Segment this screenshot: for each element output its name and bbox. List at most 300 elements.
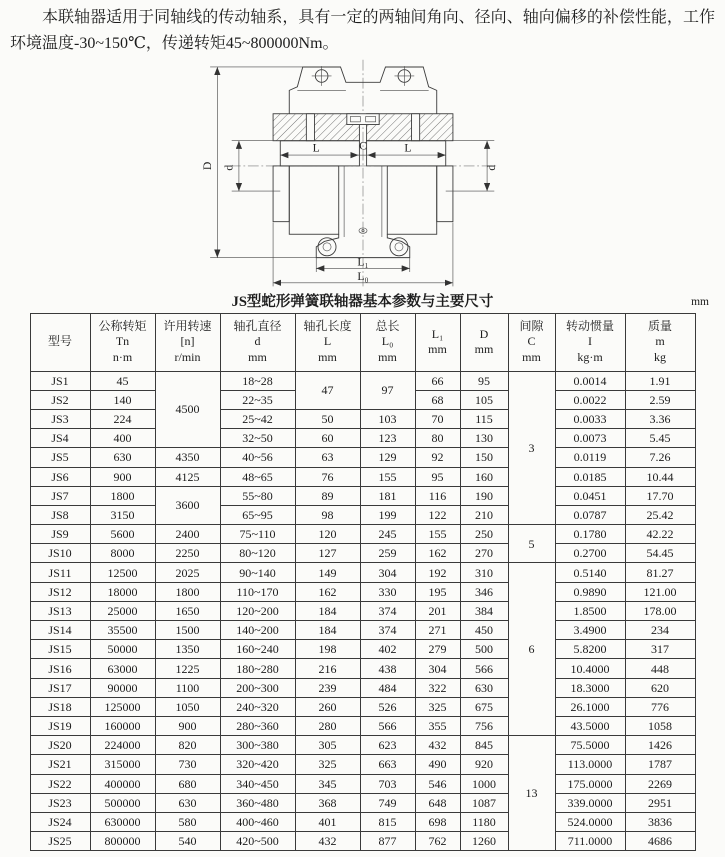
table-row (30, 793, 695, 812)
table-cell: 2250 (155, 544, 220, 563)
table-cell: 5600 (90, 525, 155, 544)
column-header: L₁ mm (415, 313, 460, 371)
table-cell: 280 (295, 716, 360, 735)
table-cell: 184 (295, 621, 360, 640)
table-cell: 325 (295, 755, 360, 774)
table-cell: 224000 (90, 736, 155, 755)
table-cell: 1225 (155, 659, 220, 678)
table-row (30, 563, 695, 582)
table-row (30, 716, 695, 735)
table-cell: 42.22 (625, 525, 695, 544)
table-cell: 160~240 (220, 640, 295, 659)
seal-groove-right (411, 114, 419, 141)
seal-groove-left (306, 114, 314, 141)
table-row (30, 505, 695, 524)
table-cell: 103 (360, 409, 415, 428)
table-cell: 32~50 (220, 429, 295, 448)
table-cell: 400~460 (220, 812, 295, 831)
table-cell: 234 (625, 621, 695, 640)
table-cell: 0.9890 (555, 582, 625, 601)
table-cell: 339.0000 (555, 793, 625, 812)
table-cell: 127 (295, 544, 360, 563)
table-cell: 304 (360, 563, 415, 582)
table-cell: 360~480 (220, 793, 295, 812)
table-cell: 4350 (155, 448, 220, 467)
table-cell: JS4 (30, 429, 90, 448)
table-cell: JS16 (30, 659, 90, 678)
table-cell: 325 (415, 697, 460, 716)
table-cell: JS11 (30, 563, 90, 582)
table-cell: 48~65 (220, 467, 295, 486)
table-body (30, 371, 695, 851)
table-header-row (30, 313, 695, 371)
dim-label-L-right: L (403, 141, 412, 155)
table-cell: 3.4900 (555, 621, 625, 640)
table-row (30, 544, 695, 563)
table-cell: 675 (460, 697, 508, 716)
coupling-technical-drawing (163, 58, 563, 290)
table-cell: 1100 (155, 678, 220, 697)
table-cell: JS19 (30, 716, 90, 735)
dim-label-d-left: d (222, 164, 236, 171)
table-cell: 1.91 (625, 371, 695, 390)
table-cell: JS18 (30, 697, 90, 716)
table-row (30, 429, 695, 448)
table-cell: 149 (295, 563, 360, 582)
table-cell: 2.59 (625, 390, 695, 409)
table-cell: JS9 (30, 525, 90, 544)
table-cell: 66 (415, 371, 460, 390)
table-cell: 1260 (460, 832, 508, 851)
table-cell: 900 (90, 467, 155, 486)
table-cell: 800000 (90, 832, 155, 851)
column-header: 轴孔长度 L mm (295, 313, 360, 371)
table-cell: 18.3000 (555, 678, 625, 697)
table-cell: 703 (360, 774, 415, 793)
table-cell: 1800 (90, 486, 155, 505)
table-unit-note: mm (691, 295, 709, 308)
table-cell: 210 (460, 505, 508, 524)
table-row (30, 755, 695, 774)
table-cell: 1180 (460, 812, 508, 831)
table-cell: 17.70 (625, 486, 695, 505)
table-row (30, 371, 695, 390)
table-cell: 245 (360, 525, 415, 544)
column-header: 质量 m kg (625, 313, 695, 371)
table-cell: 1787 (625, 755, 695, 774)
table-cell: 920 (460, 755, 508, 774)
table-cell: 54.45 (625, 544, 695, 563)
table-cell: 1426 (625, 736, 695, 755)
table-cell: 0.0073 (555, 429, 625, 448)
parameters-table (30, 313, 696, 851)
table-cell: 432 (295, 832, 360, 851)
column-header: 轴孔直径 d mm (220, 313, 295, 371)
table-cell: 125000 (90, 697, 155, 716)
table-row (30, 525, 695, 544)
column-header: 型号 (30, 313, 90, 371)
table-cell: 540 (155, 832, 220, 851)
table-cell: JS20 (30, 736, 90, 755)
table-cell: 160000 (90, 716, 155, 735)
table-cell: 43.5000 (555, 716, 625, 735)
table-row (30, 409, 695, 428)
table-cell: 756 (460, 716, 508, 735)
table-cell: 4686 (625, 832, 695, 851)
table-cell: JS1 (30, 371, 90, 390)
table-cell: 116 (415, 486, 460, 505)
table-cell: 623 (360, 736, 415, 755)
table-cell: 1800 (155, 582, 220, 601)
table-cell: 749 (360, 793, 415, 812)
table-cell: 3150 (90, 505, 155, 524)
table-cell: 566 (360, 716, 415, 735)
table-row (30, 697, 695, 716)
table-cell: 310 (460, 563, 508, 582)
table-cell: 25.42 (625, 505, 695, 524)
table-cell: 304 (415, 659, 460, 678)
table-cell: 90000 (90, 678, 155, 697)
table-cell: JS15 (30, 640, 90, 659)
table-cell: 18000 (90, 582, 155, 601)
table-cell: 178.00 (625, 601, 695, 620)
table-cell: 12500 (90, 563, 155, 582)
table-cell: 123 (360, 429, 415, 448)
spring-slot (346, 114, 378, 125)
table-cell: 180~280 (220, 659, 295, 678)
table-cell: 698 (415, 812, 460, 831)
table-cell: 315000 (90, 755, 155, 774)
table-cell: 216 (295, 659, 360, 678)
table-cell: 130 (460, 429, 508, 448)
table-cell: JS23 (30, 793, 90, 812)
table-cell: 97 (360, 371, 415, 409)
table-cell: 240~320 (220, 697, 295, 716)
table-cell: 1500 (155, 621, 220, 640)
table-cell: 4125 (155, 467, 220, 486)
table-cell: 1000 (460, 774, 508, 793)
table-cell: 730 (155, 755, 220, 774)
column-header: 公称转矩 Tn n·m (90, 313, 155, 371)
table-cell: JS3 (30, 409, 90, 428)
table-cell: 448 (625, 659, 695, 678)
table-cell: 81.27 (625, 563, 695, 582)
table-cell: 121.00 (625, 582, 695, 601)
table-cell: 181 (360, 486, 415, 505)
table-cell: 1.8500 (555, 601, 625, 620)
table-cell: 490 (415, 755, 460, 774)
dim-label-C: C (358, 139, 367, 153)
table-cell: 0.2700 (555, 544, 625, 563)
table-cell: 10.4000 (555, 659, 625, 678)
table-cell: 0.0451 (555, 486, 625, 505)
table-cell: JS24 (30, 812, 90, 831)
table-cell: JS25 (30, 832, 90, 851)
table-cell: 374 (360, 621, 415, 640)
table-cell: 155 (415, 525, 460, 544)
table-cell: 0.0119 (555, 448, 625, 467)
table-cell: 65~95 (220, 505, 295, 524)
table-row (30, 774, 695, 793)
table-cell: 90~140 (220, 563, 295, 582)
table-cell: 155 (360, 467, 415, 486)
table-row (30, 678, 695, 697)
table-cell: 10.44 (625, 467, 695, 486)
table-cell: 60 (295, 429, 360, 448)
table-row (30, 812, 695, 831)
table-cell: 305 (295, 736, 360, 755)
table-cell: 162 (415, 544, 460, 563)
table-cell: 25~42 (220, 409, 295, 428)
table-cell: 68 (415, 390, 460, 409)
table-cell: 8000 (90, 544, 155, 563)
table-cell: 7.26 (625, 448, 695, 467)
dim-label-L0: L₀ (356, 269, 369, 283)
table-cell: 0.0033 (555, 409, 625, 428)
table-cell: 129 (360, 448, 415, 467)
table-cell: 80~120 (220, 544, 295, 563)
table-cell: 192 (415, 563, 460, 582)
table-cell: 680 (155, 774, 220, 793)
table-cell: 95 (460, 371, 508, 390)
table-title: JS型蛇形弹簧联轴器基本参数与主要尺寸 (231, 293, 494, 310)
table-cell: 35500 (90, 621, 155, 640)
table-cell: 201 (415, 601, 460, 620)
table-cell: 200~300 (220, 678, 295, 697)
table-title-row (0, 292, 725, 312)
barrel-lower-right (387, 166, 436, 234)
table-cell: 198 (295, 640, 360, 659)
table-cell: JS8 (30, 505, 90, 524)
table-cell: 25000 (90, 601, 155, 620)
column-header: 转动惯量 I kg·m (555, 313, 625, 371)
table-row (30, 582, 695, 601)
table-cell: 546 (415, 774, 460, 793)
table-cell: JS10 (30, 544, 90, 563)
table-cell: 13 (508, 736, 555, 851)
table-cell: 500000 (90, 793, 155, 812)
table-cell: 815 (360, 812, 415, 831)
table-cell: 190 (460, 486, 508, 505)
table-cell: 5 (508, 525, 555, 563)
table-cell: JS13 (30, 601, 90, 620)
table-cell: 450 (460, 621, 508, 640)
table-cell: 160 (460, 467, 508, 486)
table-cell: 776 (625, 697, 695, 716)
table-cell: 820 (155, 736, 220, 755)
table-cell: 6 (508, 563, 555, 736)
table-cell: 110~170 (220, 582, 295, 601)
table-cell: 1087 (460, 793, 508, 812)
table-cell: 5.8200 (555, 640, 625, 659)
table-cell: 115 (460, 409, 508, 428)
table-cell: JS2 (30, 390, 90, 409)
table-cell: 89 (295, 486, 360, 505)
table-cell: 259 (360, 544, 415, 563)
column-header: 许用转速 [n] r/min (155, 313, 220, 371)
table-cell: 47 (295, 371, 360, 409)
table-cell: 346 (460, 582, 508, 601)
flange-lower-right (436, 166, 452, 222)
table-cell: 122 (415, 505, 460, 524)
table-cell: 845 (460, 736, 508, 755)
table-cell: 320~420 (220, 755, 295, 774)
table-cell: 2025 (155, 563, 220, 582)
table-cell: JS7 (30, 486, 90, 505)
table-cell: 580 (155, 812, 220, 831)
column-header: 间隙 C mm (508, 313, 555, 371)
table-cell: 420~500 (220, 832, 295, 851)
table-cell: 648 (415, 793, 460, 812)
table-row (30, 659, 695, 678)
table-cell: 3600 (155, 486, 220, 524)
table-row (30, 467, 695, 486)
table-cell: 63 (295, 448, 360, 467)
table-cell: 63000 (90, 659, 155, 678)
table-cell: 877 (360, 832, 415, 851)
table-cell: 95 (415, 467, 460, 486)
table-cell: 50000 (90, 640, 155, 659)
table-cell: 75.5000 (555, 736, 625, 755)
table-cell: 1058 (625, 716, 695, 735)
table-cell: 484 (360, 678, 415, 697)
table-cell: 3836 (625, 812, 695, 831)
table-cell: 2951 (625, 793, 695, 812)
dim-label-L-left: L (312, 141, 320, 155)
table-cell: 1050 (155, 697, 220, 716)
table-cell: 0.5140 (555, 563, 625, 582)
table-row (30, 601, 695, 620)
hub-bore-left (280, 141, 359, 166)
table-cell: 150 (460, 448, 508, 467)
table-cell: 270 (460, 544, 508, 563)
table-cell: 76 (295, 467, 360, 486)
table-cell: 140 (90, 390, 155, 409)
table-cell: JS21 (30, 755, 90, 774)
table-cell: 4500 (155, 371, 220, 448)
table-cell: 22~35 (220, 390, 295, 409)
table-cell: 92 (415, 448, 460, 467)
table-cell: 3 (508, 371, 555, 525)
table-cell: 195 (415, 582, 460, 601)
table-cell: 271 (415, 621, 460, 640)
table-cell: 1350 (155, 640, 220, 659)
dim-label-L1: L₁ (356, 255, 369, 269)
table-cell: 26.1000 (555, 697, 625, 716)
table-cell: 384 (460, 601, 508, 620)
table-cell: 0.1780 (555, 525, 625, 544)
dim-label-d-right: d (484, 164, 498, 171)
column-header: 总长 L₀ mm (360, 313, 415, 371)
table-row (30, 621, 695, 640)
table-cell: 330 (360, 582, 415, 601)
table-cell: 762 (415, 832, 460, 851)
table-cell: 374 (360, 601, 415, 620)
table-cell: 75~110 (220, 525, 295, 544)
table-cell: JS17 (30, 678, 90, 697)
table-cell: 224 (90, 409, 155, 428)
table-cell: JS22 (30, 774, 90, 793)
table-cell: 175.0000 (555, 774, 625, 793)
table-cell: 279 (415, 640, 460, 659)
column-header: D mm (460, 313, 508, 371)
table-cell: 3.36 (625, 409, 695, 428)
table-row (30, 832, 695, 851)
table-cell: 5.45 (625, 429, 695, 448)
table-cell: 340~450 (220, 774, 295, 793)
table-cell: 620 (625, 678, 695, 697)
table-cell: 900 (155, 716, 220, 735)
table-cell: 239 (295, 678, 360, 697)
table-cell: 630 (155, 793, 220, 812)
table-cell: 2400 (155, 525, 220, 544)
table-cell: JS5 (30, 448, 90, 467)
table-cell: 400 (90, 429, 155, 448)
table-cell: 432 (415, 736, 460, 755)
table-row (30, 448, 695, 467)
table-cell: 98 (295, 505, 360, 524)
table-cell: 2269 (625, 774, 695, 793)
table-cell: 45 (90, 371, 155, 390)
table-cell: 50 (295, 409, 360, 428)
flange-lower-left (273, 166, 289, 222)
table-cell: 70 (415, 409, 460, 428)
table-cell: JS6 (30, 467, 90, 486)
table-cell: 630 (460, 678, 508, 697)
intro-paragraph: 本联轴器适用于同轴线的传动轴系，具有一定的两轴间角向、径向、轴向偏移的补偿性能，工作环境温度-30~150℃，传递转矩45~800000Nm。 (10, 9, 715, 52)
table-cell: 526 (360, 697, 415, 716)
table-cell: 1650 (155, 601, 220, 620)
table-cell: 280~360 (220, 716, 295, 735)
table-cell: 317 (625, 640, 695, 659)
table-cell: 120 (295, 525, 360, 544)
table-cell: 355 (415, 716, 460, 735)
table-cell: 438 (360, 659, 415, 678)
table-cell: 0.0022 (555, 390, 625, 409)
table-cell: 400000 (90, 774, 155, 793)
table-cell: 0.0185 (555, 467, 625, 486)
table-cell: 55~80 (220, 486, 295, 505)
table-cell: 18~28 (220, 371, 295, 390)
table-cell: 162 (295, 582, 360, 601)
table-row (30, 640, 695, 659)
table-cell: JS12 (30, 582, 90, 601)
table-cell: 711.0000 (555, 832, 625, 851)
table-cell: 199 (360, 505, 415, 524)
table-cell: 524.0000 (555, 812, 625, 831)
table-cell: 250 (460, 525, 508, 544)
table-cell: 630000 (90, 812, 155, 831)
table-cell: 260 (295, 697, 360, 716)
technical-drawing-container (0, 58, 725, 290)
table-row (30, 486, 695, 505)
table-cell: 401 (295, 812, 360, 831)
dim-label-D: D (200, 161, 214, 170)
table-cell: 500 (460, 640, 508, 659)
table-cell: 630 (90, 448, 155, 467)
table-cell: 184 (295, 601, 360, 620)
table-cell: 80 (415, 429, 460, 448)
table-cell: 0.0014 (555, 371, 625, 390)
table-cell: 368 (295, 793, 360, 812)
table-cell: 322 (415, 678, 460, 697)
table-cell: 105 (460, 390, 508, 409)
table-cell: 0.0787 (555, 505, 625, 524)
table-cell: 345 (295, 774, 360, 793)
table-cell: 300~380 (220, 736, 295, 755)
table-cell: 40~56 (220, 448, 295, 467)
barrel-lower-left (289, 166, 338, 234)
